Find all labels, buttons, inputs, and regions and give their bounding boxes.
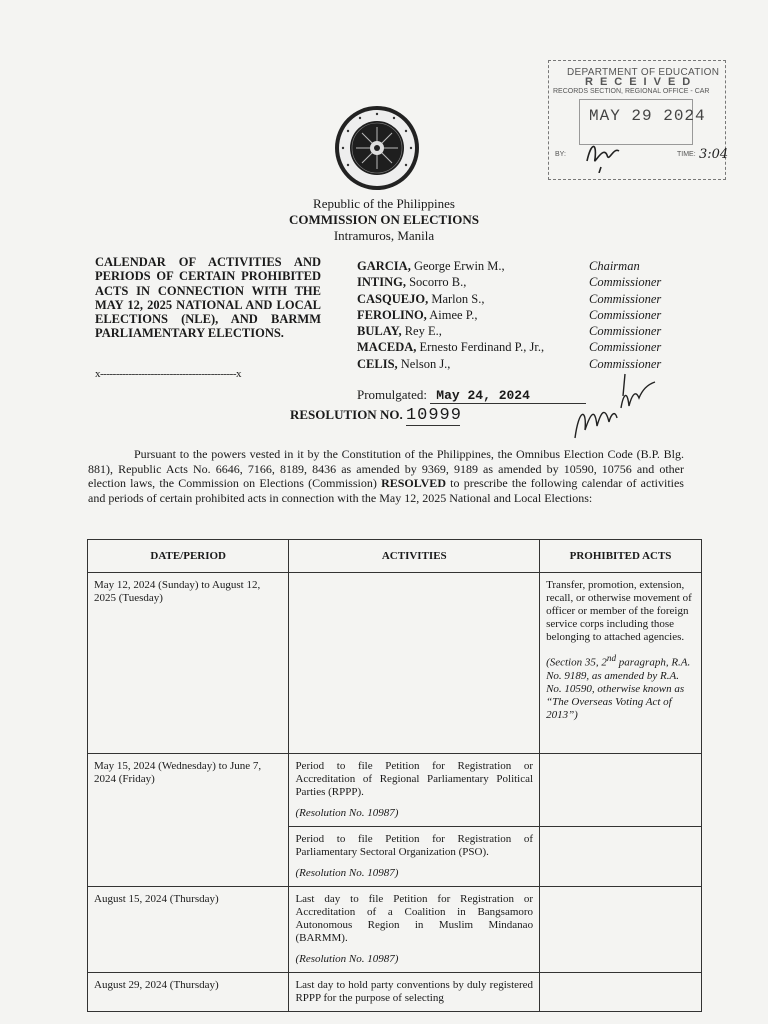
commissioner-surname: CASQUEJO, — [357, 291, 429, 306]
commissioner-surname: INTING, — [357, 275, 406, 290]
commissioner-row — [357, 307, 661, 323]
resolution-caption: CALENDAR OF ACTIVITIES AND PERIODS OF CERTAIN PROHIBITED ACTS IN CONNECTION WITH THE MAY 12, 2025 NATIONAL AND LOCAL ELECTIONS (NLE), AND BARMM PARLIAMENTARY ELECTIONS. — [95, 255, 321, 341]
intro-resolved: RESOLVED — [381, 476, 446, 491]
cell-prohibited — [540, 754, 702, 827]
cell-prohibited — [540, 573, 702, 754]
cell-prohibited — [540, 827, 702, 887]
promulgated-date: May 24, 2024 — [430, 388, 586, 404]
prohibited-text: Transfer, promotion, extension, recall, or otherwise movement of officer or member of the foreign service corps including those belonging to attached agencies. — [546, 579, 692, 643]
activity-text: Period to file Petition for Registration or Accreditation of Regional Parliamentary Political Parties (RPPP). — [295, 760, 534, 798]
commissioner-given: Rey E., — [401, 324, 442, 339]
stamp-received: RECEIVED — [585, 76, 698, 88]
commissioner-given: Socorro B., — [405, 275, 467, 290]
commissioner-given: Aimee P., — [426, 307, 478, 322]
table-row — [88, 887, 702, 973]
header-republic: Republic of the Philippines — [313, 196, 455, 211]
cell-date: May 12, 2024 (Sunday) to August 12, 2025 (Tuesday) — [88, 573, 289, 754]
cell-date: May 15, 2024 (Wednesday) to June 7, 2024 (Friday) — [88, 754, 289, 887]
stamp-section: RECORDS SECTION, REGIONAL OFFICE - CAR — [553, 88, 710, 95]
comelec-seal — [334, 105, 420, 191]
prohibited-reference: (Section 35, 2nd paragraph, R.A. No. 9189, as amended by R.A. No. 10590, otherwise known as “The Overseas Voting Act of 2013”) — [546, 653, 691, 721]
table-row — [88, 973, 702, 1012]
commissioner-title: Commissioner — [589, 307, 662, 322]
commissioner-title: Commissioner — [589, 275, 662, 290]
commissioners-list — [357, 258, 661, 372]
commissioner-row — [357, 339, 661, 355]
stamp-time-label: TIME: — [677, 151, 696, 158]
commissioner-given: Ernesto Ferdinand P., Jr., — [416, 340, 545, 355]
header-location: Intramuros, Manila — [333, 228, 435, 243]
stamp-department: DEPARTMENT OF EDUCATION — [567, 67, 720, 78]
stamp-by-label: BY: — [555, 151, 566, 158]
activity-text: Period to file Petition for Registration of Parliamentary Sectoral Organization (PSO). — [295, 833, 534, 858]
activity-reference: (Resolution No. 10987) — [295, 953, 399, 965]
commissioner-title: Commissioner — [589, 356, 662, 371]
commissioner-title: Commissioner — [589, 324, 662, 339]
cell-date: August 15, 2024 (Thursday) — [88, 887, 289, 973]
cell-activity — [289, 754, 540, 827]
table-row — [88, 754, 702, 827]
cell-activity — [289, 573, 540, 754]
intro-text-2: to prescribe the following calendar of activities and periods of certain prohibited acts in connection with the May 12, 2025 National and Local Elections: — [88, 476, 684, 506]
stamp-time-value: 3:04 — [699, 147, 729, 162]
commissioner-surname: GARCIA, — [357, 259, 411, 273]
header-activities: ACTIVITIES — [289, 540, 540, 573]
commissioner-given: Marlon S., — [428, 291, 485, 306]
commissioner-surname: BULAY, — [357, 324, 402, 339]
promulgated-label: Promulgated: — [357, 387, 428, 402]
intro-paragraph — [88, 447, 684, 506]
resolution-number: 10999 — [405, 406, 462, 425]
commissioner-given: George Erwin M., — [410, 259, 505, 273]
calendar-table — [87, 539, 702, 1012]
header-date-period: DATE/PERIOD — [88, 540, 289, 573]
activity-text: Last day to file Petition for Registration or Accreditation of a Coalition in Bangsamoro Autonomous Region in Muslim Mindanao (BARMM). — [295, 893, 534, 944]
promulgated-line — [357, 387, 586, 404]
commissioner-surname: MACEDA, — [357, 340, 417, 355]
header-prohibited-acts: PROHIBITED ACTS — [540, 540, 702, 573]
table-row — [88, 573, 702, 754]
activity-reference: (Resolution No. 10987) — [295, 807, 399, 819]
resolution-label: RESOLUTION NO. — [290, 407, 403, 422]
commissioner-surname: FEROLINO, — [357, 307, 427, 322]
caption-separator: x-------------------------------------------x — [95, 368, 242, 380]
received-stamp — [548, 60, 729, 180]
commissioner-title: Commissioner — [589, 291, 662, 306]
commissioner-title: Commissioner — [589, 340, 662, 355]
commissioner-surname: CELIS, — [357, 356, 398, 371]
cell-activity — [289, 887, 540, 973]
cell-prohibited — [540, 973, 702, 1012]
cell-activity: Last day to hold party conventions by duly registered RPPP for the purpose of selecting — [289, 973, 540, 1012]
activity-reference: (Resolution No. 10987) — [295, 867, 399, 879]
cell-activity — [289, 827, 540, 887]
stamp-date: MAY 29 2024 — [589, 107, 706, 125]
commissioner-row — [357, 274, 661, 290]
commissioner-row — [357, 323, 661, 339]
table-header-row — [88, 540, 702, 573]
header-commission: COMMISSION ON ELECTIONS — [289, 212, 479, 227]
commissioner-row — [357, 291, 661, 307]
commissioner-row — [357, 258, 661, 274]
handwritten-signature — [565, 368, 665, 448]
stamp-initials-signature — [579, 137, 629, 173]
resolution-number-line — [290, 406, 460, 426]
commissioner-given: Nelson J., — [397, 356, 451, 371]
cell-prohibited — [540, 887, 702, 973]
commissioner-title: Chairman — [589, 259, 640, 273]
cell-date: August 29, 2024 (Thursday) — [88, 973, 289, 1012]
intro-text-1: Pursuant to the powers vested in it by the Constitution of the Philippines, the Omnibus Election Code (B.P. Blg. 881), Republic Acts No. 6646, 7166, 8189, 8436 as amended by 9369, 9189 as amended by 10590, 10756 and other election laws, the Commission on Elections (Commission) — [88, 447, 684, 491]
